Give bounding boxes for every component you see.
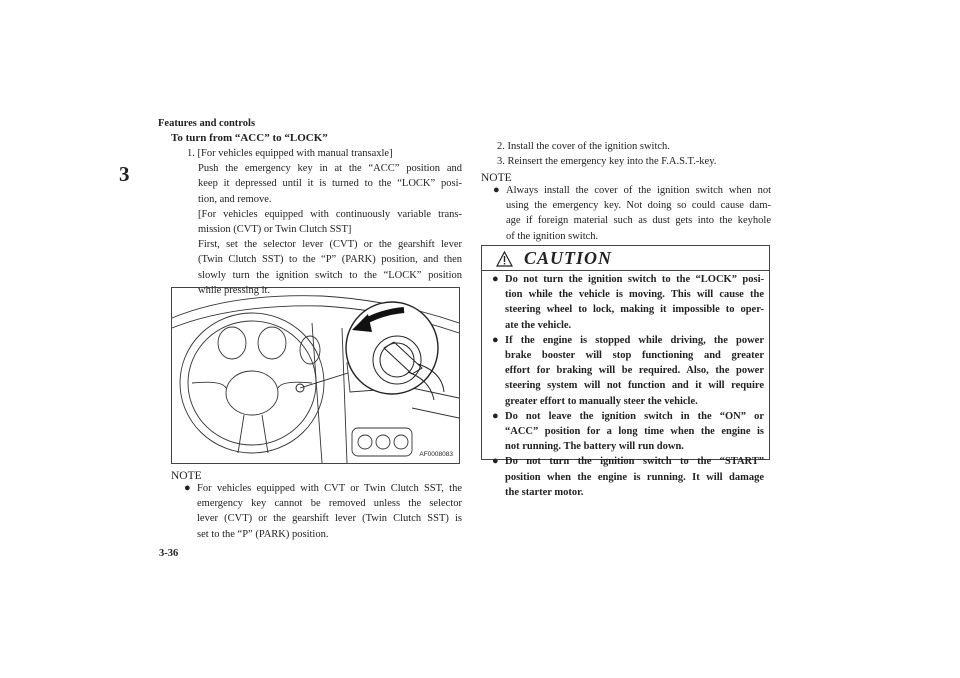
section-heading: To turn from “ACC” to “LOCK”: [171, 132, 328, 144]
note-line: set to the “P” (PARK) position.: [197, 528, 329, 540]
step-1-line: keep it depressed until it is turned to the “LOCK” posi-: [198, 178, 462, 190]
step-1-line: First, set the selector lever (CVT) or the gearshift lever: [198, 239, 462, 251]
step-1: [187, 146, 462, 298]
caution-divider: [482, 270, 769, 271]
step-2: 2. Install the cover of the ignition switch.: [497, 141, 670, 152]
note-line: Always install the cover of the ignition switch when not: [506, 185, 771, 196]
caution-line: tion while the vehicle is moving. This will cause the: [505, 289, 764, 301]
step-1-line: Push the emergency key in at the “ACC” position and: [198, 163, 462, 175]
caution-item: [492, 333, 764, 409]
caution-title: CAUTION: [524, 248, 613, 268]
caution-line: If the engine is stopped while driving, the power: [505, 334, 764, 346]
note-item: [493, 183, 771, 244]
note-item: [184, 481, 462, 542]
caution-line: effort for braking will be required. Also, the power: [505, 365, 764, 377]
note-list: [493, 183, 771, 244]
caution-line: ate the vehicle.: [505, 319, 572, 331]
caution-line: position when the engine is running. It will damage: [505, 471, 764, 483]
step-3: 3. Reinsert the emergency key into the F.A.S.T.-key.: [497, 156, 717, 167]
dashboard-illustration: [172, 288, 459, 463]
section-header: Features and controls: [158, 118, 256, 129]
caution-line: the starter motor.: [505, 486, 584, 498]
caution-line: Do not leave the ignition switch in the “ON” or: [505, 410, 764, 422]
caution-line: “ACC” position for a long time when the engine is: [505, 426, 764, 438]
note-label: NOTE: [171, 470, 202, 482]
caution-item: [492, 272, 764, 333]
caution-line: greater effort to manually steer the vehicle.: [505, 395, 698, 407]
ignition-figure: [171, 287, 460, 464]
note-line: For vehicles equipped with CVT or Twin Clutch SST, the: [197, 483, 462, 494]
chapter-tab: 3: [119, 162, 130, 186]
note-line: using the emergency key. Not doing so could cause dam-: [506, 200, 771, 212]
note-line: of the ignition switch.: [506, 230, 599, 242]
figure-code: AF0008083: [419, 451, 453, 458]
bullet-icon: ●: [492, 409, 499, 422]
caution-box: [481, 245, 770, 498]
caution-line: steering wheel to lock, making it impossible to oper-: [505, 304, 764, 316]
step-1-line: 1. [For vehicles equipped with manual transaxle]: [187, 148, 393, 159]
caution-line: brake booster will stop functioning and greater: [505, 350, 764, 362]
caution-line: steering system will not function and it will require: [505, 380, 764, 392]
step-1-line: [For vehicles equipped with continuously variable trans-: [198, 208, 462, 220]
step-1-line: while pressing it.: [198, 284, 271, 296]
warning-triangle-icon: [496, 251, 513, 267]
note-line: age if foreign material such as dust gets into the keyhole: [506, 215, 771, 227]
bullet-icon: ●: [492, 333, 499, 346]
step-1-line: tion, and remove.: [198, 193, 272, 205]
caution-list: [492, 272, 764, 500]
caution-line: Do not turn the ignition switch to the “LOCK” posi-: [505, 274, 764, 285]
note-line: emergency key cannot be removed unless the selector: [197, 498, 462, 510]
caution-line: not running. The battery will run down.: [505, 441, 684, 453]
step-1-line: mission (CVT) or Twin Clutch SST]: [198, 224, 352, 236]
step-1-line: slowly turn the ignition switch to the “LOCK” position: [198, 269, 462, 281]
note-list: [184, 481, 462, 542]
step-1-line: (Twin Clutch SST) to the “P” (PARK) position, and then: [198, 254, 462, 266]
note-label: NOTE: [481, 172, 512, 184]
bullet-icon: ●: [492, 273, 499, 285]
caution-item: [492, 454, 764, 500]
bullet-icon: ●: [184, 482, 191, 494]
page-number: 3-36: [159, 548, 179, 559]
caution-line: Do not turn the ignition switch to the “START”: [505, 456, 764, 468]
bullet-icon: ●: [493, 184, 500, 196]
bullet-icon: ●: [492, 455, 499, 468]
caution-item: [492, 409, 764, 455]
note-line: lever (CVT) or the gearshift lever (Twin Clutch SST) is: [197, 513, 462, 525]
